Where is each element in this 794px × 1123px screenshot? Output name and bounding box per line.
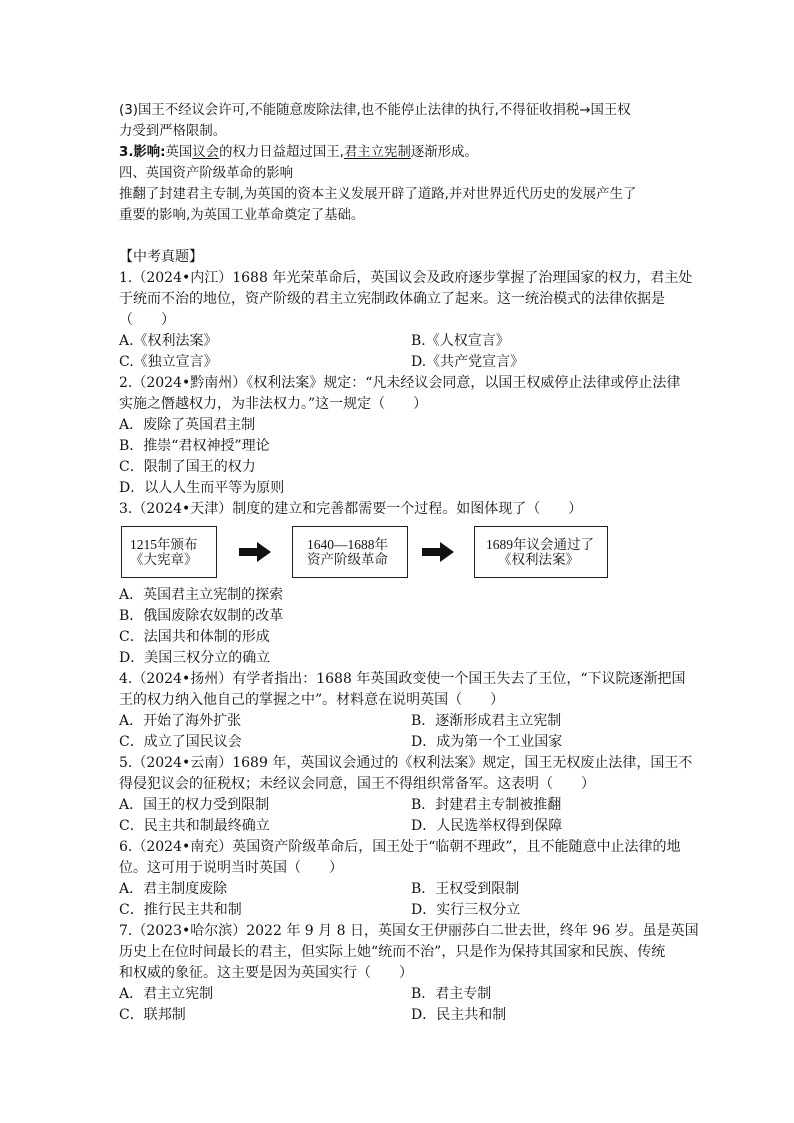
question-stem: 1.（2024•内江）1688 年光荣革命后，英国议会及政府逐步掌握了治理国家的权力，君主处	[119, 270, 693, 286]
impact-text: 英国	[165, 145, 193, 160]
flow-box-magna-carta	[121, 526, 217, 578]
flow-box-bill-of-rights	[474, 526, 608, 578]
question-7	[119, 921, 699, 1026]
note-line: (3)国王不经议会许可,不能随意废除法律,也不能停止法律的执行,不得征收捐税→国王权	[119, 103, 631, 118]
impact-line	[119, 142, 679, 163]
option-a: A．君主立宪制	[119, 986, 214, 1002]
option-c: C．民主共和制最终确立	[119, 818, 270, 834]
option-c: C．法国共和体制的形成	[119, 629, 270, 645]
question-stem: 得侵犯议会的征税权；未经议会同意，国王不得组织常备军。这表明（ ）	[119, 776, 595, 792]
flow-box-text: 1215年颁布	[130, 537, 198, 552]
option-b: B．君主专制	[411, 986, 492, 1002]
question-stem: 7.（2023•哈尔滨）2022 年 9 月 8 日，英国女王伊丽莎白二世去世，终年 96 岁。虽是英国	[119, 923, 699, 939]
question-stem: 3.（2024•天津）制度的建立和完善都需要一个过程。如图体现了（ ）	[119, 501, 583, 517]
flow-box-text: 1689年议会通过了	[486, 537, 594, 552]
question-2	[119, 373, 679, 499]
option-c: C．限制了国王的权力	[119, 459, 256, 475]
question-4	[119, 669, 686, 753]
question-stem: 6.（2024•南充）英国资产阶级革命后，国王处于“临朝不理政”，且不能随意中止法律的地	[119, 839, 681, 855]
impact-text: 逐渐形成。	[410, 145, 478, 160]
option-c: C．联邦制	[119, 1007, 186, 1023]
option-a: A．英国君主立宪制的探索	[119, 587, 284, 603]
option-a: A．开始了海外扩张	[119, 713, 242, 729]
flow-box-revolution	[292, 526, 408, 578]
option-b: B．推崇“君权神授”理论	[119, 438, 270, 454]
option-d: D．民主共和制	[411, 1007, 507, 1023]
exam-header: 【中考真题】	[119, 249, 203, 265]
flow-box-text: 《大宪章》	[130, 552, 198, 567]
option-d: D.《共产党宣言》	[411, 354, 525, 370]
impact-underlined-term: 议会	[192, 145, 220, 160]
question-stem: 于统而不治的地位，资产阶级的君主立宪制政体确立了起来。这一统治模式的法律依据是	[119, 291, 665, 307]
impact-underlined-term: 君主立宪制	[343, 145, 411, 160]
option-a: A．废除了英国君主制	[119, 417, 256, 433]
section-text: 推翻了封建君主专制,为英国的资本主义发展开辟了道路,并对世界近代历史的发展产生了	[119, 187, 637, 202]
question-6	[119, 837, 679, 921]
option-c: C．推行民主共和制	[119, 902, 242, 918]
right-arrow-icon	[422, 542, 454, 562]
option-a: A.《权利法案》	[119, 333, 218, 349]
option-b: B．俄国废除农奴制的改革	[119, 608, 284, 624]
option-d: D．人民选举权得到保障	[411, 818, 563, 834]
flow-box-text: 1640—1688年	[307, 537, 388, 552]
question-stem: 2.（2024•黔南州）《权利法案》规定：“凡未经议会同意，以国王权威停止法律或停止法律	[119, 375, 681, 391]
section-text: 重要的影响,为英国工业革命奠定了基础。	[119, 208, 365, 223]
option-d: D．以人人生而平等为原则	[119, 480, 285, 496]
question-stem: 位。这可用于说明当时英国（ ）	[119, 860, 343, 876]
impact-text: 的权力日益超过国王,	[219, 145, 344, 160]
question-1	[119, 268, 693, 373]
question-stem: 5.（2024•云南）1689 年，英国议会通过的《权利法案》规定，国王无权废止法律，国王不	[119, 755, 693, 771]
option-b: B．逐渐形成君主立宪制	[411, 713, 562, 729]
option-c: C.《独立宣言》	[119, 354, 218, 370]
flow-diagram	[119, 523, 679, 581]
option-b: B.《人权宣言》	[411, 333, 510, 349]
flow-box-text: 《权利法案》	[498, 552, 579, 567]
option-b: B．封建君主专制被推翻	[411, 797, 562, 813]
note-line: 力受到严格限制。	[119, 124, 227, 139]
option-d: D．成为第一个工业国家	[411, 734, 563, 750]
option-b: B．王权受到限制	[411, 881, 520, 897]
option-a: A．君主制度废除	[119, 881, 228, 897]
question-stem: 和权威的象征。这主要是因为英国实行（ ）	[119, 965, 413, 981]
question-stem: 历史上在位时间最长的君主，但实际上她“统而不治”，只是作为保持其国家和民族、传统	[119, 944, 666, 960]
document-content	[119, 100, 699, 1026]
question-5	[119, 753, 693, 837]
question-stem: 王的权力纳入他自己的掌握之中”。材料意在说明英国（ ）	[119, 692, 505, 708]
section-heading: 四、英国资产阶级革命的影响	[119, 166, 294, 181]
option-a: A．国王的权力受到限制	[119, 797, 270, 813]
impact-label: 3.影响:	[119, 145, 166, 160]
question-stem: （ ）	[119, 312, 175, 328]
flow-box-text: 资产阶级革命	[307, 552, 388, 567]
question-stem: 4.（2024•扬州）有学者指出：1688 年英国政变使一个国王失去了王位，“下议院逐渐把国	[119, 671, 686, 687]
question-stem: 实施之僭越权力，为非法权力。”这一规定（ ）	[119, 396, 428, 412]
question-3	[119, 499, 679, 669]
option-c: C．成立了国民议会	[119, 734, 242, 750]
right-arrow-icon	[239, 542, 271, 562]
option-d: D．美国三权分立的确立	[119, 650, 271, 666]
option-d: D．实行三权分立	[411, 902, 521, 918]
